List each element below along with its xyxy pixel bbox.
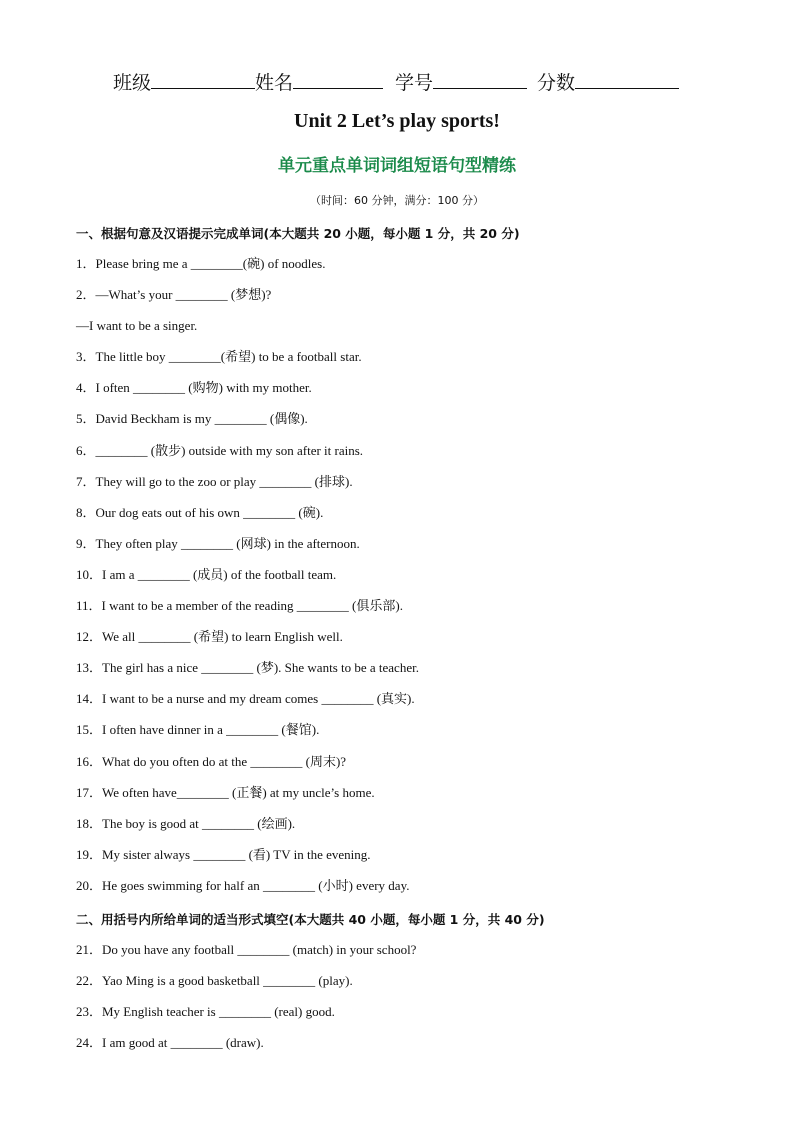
name-label: 姓名 [255,72,294,94]
question-item: 5．David Beckham is my ________ (偶像). [76,411,308,427]
section-1-heading: 一、根据句意及汉语提示完成单词(本大题共 20 小题，每小题 1 分，共 20 分) [76,226,520,241]
question-item: 4．I often ________ (购物) with my mother. [76,380,312,396]
student-number-label: 学号 [395,72,434,94]
question-item: 22．Yao Ming is a good basketball ________ (play). [76,973,353,989]
class-field[interactable] [113,70,255,95]
score-field[interactable] [537,70,679,95]
student-info-line [113,70,693,95]
question-item: 1．Please bring me a ________(碗) of noodles. [76,256,326,271]
question-item: 7．They will go to the zoo or play ________ (排球). [76,473,353,489]
question-item: 6．________ (散步) outside with my son after it rains. [76,442,364,458]
question-item: 23．My English teacher is ________ (real) good. [76,1004,335,1020]
section-2-questions [76,934,736,1058]
worksheet-subtitle: 单元重点单词词组短语句型精练 [278,156,516,176]
question-item: 8．Our dog eats out of his own ________ (碗). [76,504,324,520]
question-item: 16．What do you often do at the ________ (周末)? [76,753,347,769]
question-item: —I want to be a singer. [76,318,198,334]
time-and-score-note: （时间：60 分钟，满分：100 分） [310,194,484,207]
question-item: 15．I often have dinner in a ________ (餐馆). [76,722,320,738]
section-1-questions [76,248,736,901]
question-item: 17．We often have________ (正餐) at my uncle’s home. [76,784,375,800]
question-item: 9．They often play ________ (网球) in the afternoon. [76,535,360,551]
question-item: 3．The little boy ________(希望) to be a football star. [76,349,362,365]
question-item: 19．My sister always ________ (看) TV in the evening. [76,846,371,862]
score-blank[interactable] [575,70,679,89]
question-item: 12．We all ________ (希望) to learn English well. [76,629,343,645]
question-item: 21．Do you have any football ________ (match) in your school? [76,942,417,957]
name-blank[interactable] [293,70,383,89]
name-field[interactable] [255,70,395,95]
class-blank[interactable] [151,70,255,89]
question-item: 14．I want to be a nurse and my dream comes ________ (真实). [76,691,415,707]
class-label: 班级 [113,72,152,94]
student-number-blank[interactable] [433,70,527,89]
question-item: 10．I am a ________ (成员) of the football team. [76,566,337,582]
question-item: 18．The boy is good at ________ (绘画). [76,815,296,831]
question-item: 13．The girl has a nice ________ (梦). She wants to be a teacher. [76,660,419,676]
question-item: 24．I am good at ________ (draw). [76,1035,264,1051]
section-2-heading: 二、用括号内所给单词的适当形式填空(本大题共 40 小题，每小题 1 分，共 40 分) [76,912,545,927]
question-item: 11．I want to be a member of the reading ________ (俱乐部). [76,598,403,614]
score-label: 分数 [537,72,576,94]
question-item: 2．—What’s your ________ (梦想)? [76,287,272,303]
question-item: 20．He goes swimming for half an ________ (小时) every day. [76,877,410,893]
student-number-field[interactable] [395,70,537,95]
unit-title: Unit 2 Let’s play sports! [294,110,500,132]
